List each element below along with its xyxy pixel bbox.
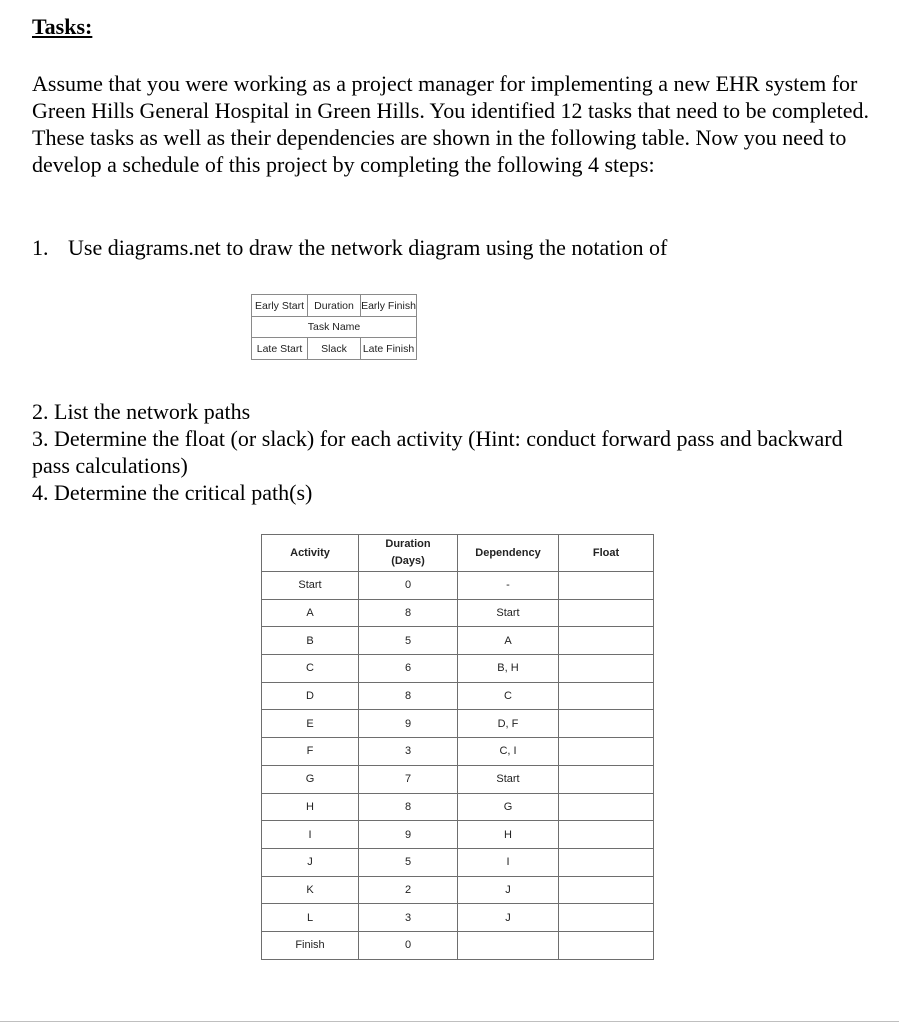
table-row bbox=[262, 904, 654, 932]
steps-list bbox=[32, 398, 882, 506]
table-row bbox=[262, 599, 654, 627]
cell-dependency: C bbox=[458, 682, 559, 710]
cell-float bbox=[559, 931, 654, 959]
notation-duration: Duration bbox=[308, 295, 361, 317]
task-table bbox=[261, 534, 654, 960]
step-1-text: Use diagrams.net to draw the network diagram using the notation of bbox=[68, 235, 668, 260]
cell-float bbox=[559, 572, 654, 600]
cell-float bbox=[559, 904, 654, 932]
step-4: 4. Determine the critical path(s) bbox=[32, 480, 313, 505]
cell-activity: J bbox=[262, 848, 359, 876]
cell-duration: 3 bbox=[359, 904, 458, 932]
table-row bbox=[262, 682, 654, 710]
cell-dependency: J bbox=[458, 904, 559, 932]
step-3: 3. Determine the float (or slack) for each activity (Hint: conduct forward pass and backward pass calculations) bbox=[32, 426, 843, 478]
cell-float bbox=[559, 682, 654, 710]
step-1-number: 1. bbox=[32, 235, 49, 260]
intro-paragraph: Assume that you were working as a project manager for implementing a new EHR system for Green Hills General Hospital in Green Hills. You identified 12 tasks that need to be completed. These tasks as well as their dependencies are shown in the following table. Now you need to develop a schedule of this project by completing the following 4 steps: bbox=[32, 71, 870, 177]
cell-activity: C bbox=[262, 655, 359, 683]
step-1 bbox=[32, 235, 667, 261]
cell-duration: 2 bbox=[359, 876, 458, 904]
cell-duration: 8 bbox=[359, 599, 458, 627]
cell-dependency bbox=[458, 931, 559, 959]
bottom-divider bbox=[0, 1021, 899, 1022]
cell-activity: Finish bbox=[262, 931, 359, 959]
table-row bbox=[262, 848, 654, 876]
table-row bbox=[262, 931, 654, 959]
cell-duration: 3 bbox=[359, 738, 458, 766]
cell-duration: 9 bbox=[359, 710, 458, 738]
cell-float bbox=[559, 710, 654, 738]
cell-duration: 8 bbox=[359, 682, 458, 710]
notation-task-name: Task Name bbox=[252, 317, 417, 338]
table-row bbox=[262, 627, 654, 655]
cell-activity: Start bbox=[262, 572, 359, 600]
cell-float bbox=[559, 738, 654, 766]
header-activity: Activity bbox=[262, 535, 359, 572]
cell-dependency: H bbox=[458, 821, 559, 849]
table-row bbox=[262, 821, 654, 849]
cell-dependency: - bbox=[458, 572, 559, 600]
table-row bbox=[262, 876, 654, 904]
cell-activity: K bbox=[262, 876, 359, 904]
cell-duration: 0 bbox=[359, 572, 458, 600]
cell-activity: I bbox=[262, 821, 359, 849]
cell-dependency: C, I bbox=[458, 738, 559, 766]
cell-float bbox=[559, 821, 654, 849]
cell-activity: A bbox=[262, 599, 359, 627]
cell-float bbox=[559, 627, 654, 655]
header-float: Float bbox=[559, 535, 654, 572]
cell-duration: 8 bbox=[359, 793, 458, 821]
cell-activity: F bbox=[262, 738, 359, 766]
cell-dependency: Start bbox=[458, 599, 559, 627]
cell-float bbox=[559, 655, 654, 683]
cell-dependency: J bbox=[458, 876, 559, 904]
table-header-row bbox=[262, 535, 654, 572]
cell-duration: 5 bbox=[359, 848, 458, 876]
cell-activity: E bbox=[262, 710, 359, 738]
cell-float bbox=[559, 848, 654, 876]
page-title: Tasks: bbox=[32, 14, 93, 39]
cell-duration: 7 bbox=[359, 765, 458, 793]
header-duration-line2: (Days) bbox=[391, 555, 425, 567]
table-row bbox=[262, 793, 654, 821]
cell-dependency: A bbox=[458, 627, 559, 655]
notation-slack: Slack bbox=[308, 338, 361, 360]
cell-float bbox=[559, 599, 654, 627]
cell-dependency: Start bbox=[458, 765, 559, 793]
cell-float bbox=[559, 765, 654, 793]
cell-duration: 9 bbox=[359, 821, 458, 849]
notation-late-finish: Late Finish bbox=[361, 338, 417, 360]
header-duration bbox=[359, 535, 458, 572]
node-notation-box bbox=[251, 294, 417, 360]
cell-duration: 5 bbox=[359, 627, 458, 655]
cell-dependency: B, H bbox=[458, 655, 559, 683]
header-dependency: Dependency bbox=[458, 535, 559, 572]
cell-dependency: I bbox=[458, 848, 559, 876]
table-row bbox=[262, 572, 654, 600]
cell-duration: 6 bbox=[359, 655, 458, 683]
cell-activity: L bbox=[262, 904, 359, 932]
cell-activity: G bbox=[262, 765, 359, 793]
cell-activity: B bbox=[262, 627, 359, 655]
table-row bbox=[262, 765, 654, 793]
table-row bbox=[262, 738, 654, 766]
cell-activity: H bbox=[262, 793, 359, 821]
cell-dependency: G bbox=[458, 793, 559, 821]
header-duration-line1: Duration bbox=[385, 538, 431, 550]
cell-float bbox=[559, 876, 654, 904]
cell-duration: 0 bbox=[359, 931, 458, 959]
cell-dependency: D, F bbox=[458, 710, 559, 738]
notation-early-start: Early Start bbox=[252, 295, 308, 317]
cell-activity: D bbox=[262, 682, 359, 710]
notation-early-finish: Early Finish bbox=[361, 295, 417, 317]
table-row bbox=[262, 655, 654, 683]
cell-float bbox=[559, 793, 654, 821]
step-2: 2. List the network paths bbox=[32, 399, 251, 424]
table-row bbox=[262, 710, 654, 738]
notation-late-start: Late Start bbox=[252, 338, 308, 360]
